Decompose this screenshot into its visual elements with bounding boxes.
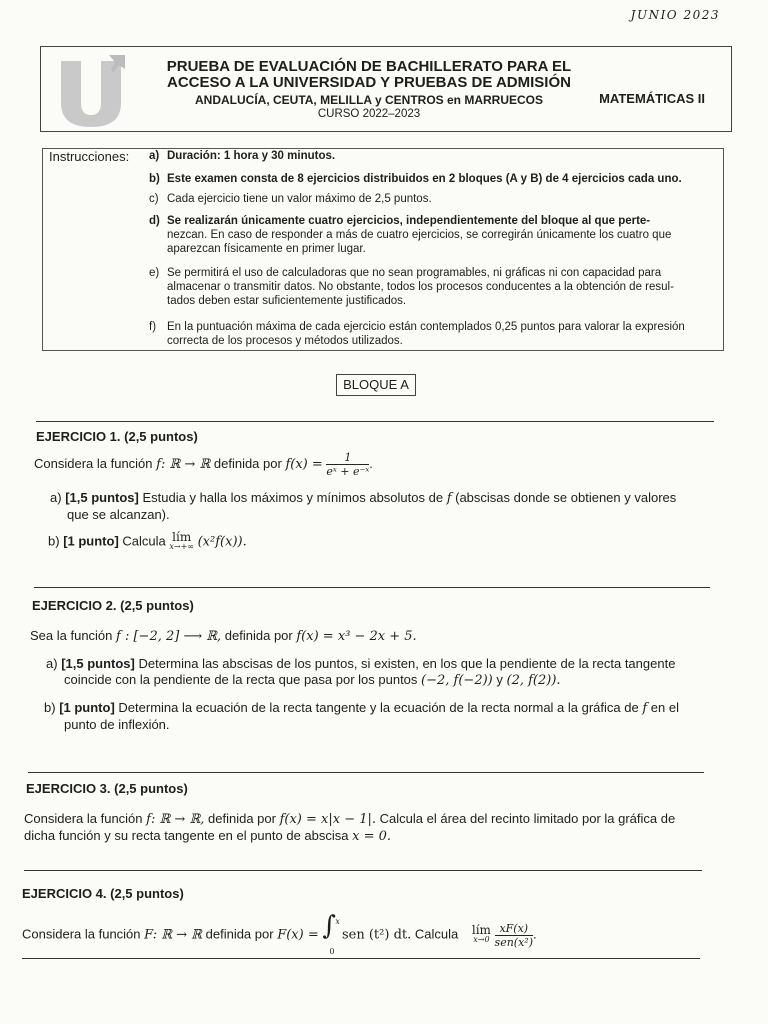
instruction-d: d) Se realizarán únicamente cuatro ejercicios, independientemente del bloque al que perte- nezcan. En caso de responder a más de cuatro ejercicios, se corregirán únicamente los cuatro que aparezcan físicamente en primer lugar.: [149, 215, 672, 255]
handwritten-date: JUNIO 2023: [630, 8, 720, 22]
exercise-4-title: EJERCICIO 4. (2,5 puntos): [22, 886, 184, 901]
header-curso: CURSO 2022–2023: [317, 108, 421, 120]
exercise-3-title: EJERCICIO 3. (2,5 puntos): [26, 781, 188, 796]
divider: [36, 421, 714, 422]
exercise-2-part-a: a) [1,5 puntos] Determina las abscisas de los puntos, si existen, en los que la pendiente de la recta tangente coincide con la pendiente de la recta que pasa por los puntos (−2, f(−2)) y (2, f(2)).: [46, 656, 676, 688]
exercise-1-part-a: a) [1,5 puntos] Estudia y halla los máximos y mínimos absolutos de f (abscisas donde se obtienen y valores que se alcanzan).: [50, 490, 677, 522]
block-a-label: BLOQUE A: [336, 374, 416, 396]
university-logo: [53, 53, 128, 128]
divider: [34, 587, 710, 588]
instruction-a: a) Duración: 1 hora y 30 minutos.: [149, 150, 336, 162]
exercise-2-title: EJERCICIO 2. (2,5 puntos): [32, 598, 194, 613]
integral-sign: ∫ x 0: [322, 911, 340, 956]
instructions-box: [42, 148, 724, 351]
exercise-3-statement: Considera la función f: ℝ → ℝ, definida por f(x) = x|x − 1|. Calcula el área del recinto limitado por la gráfica de dicha función y su recta tangente en el punto de abscisa x = 0.: [24, 811, 676, 844]
divider: [28, 772, 704, 773]
exercise-1-title: EJERCICIO 1. (2,5 puntos): [36, 429, 198, 444]
exercise-1-part-b: b) [1 punto] Calcula lím x→+∞ (x²f(x)).: [48, 530, 247, 551]
limit: lím x→+∞: [169, 530, 194, 551]
instructions-label: Instrucciones:: [49, 149, 130, 164]
instruction-e: e) Se permitirá el uso de calculadoras que no sean programables, ni gráficas ni con capacidad para almacenar o transmitir datos. No obstante, todos los procesos conducentes a la obtención de resul- tados deben estar suficientemente justificados.: [149, 267, 674, 307]
subject-title: MATEMÁTICAS II: [599, 91, 705, 106]
instruction-f: f) En la puntuación máxima de cada ejercicio están contemplados 0,25 puntos para valorar la expresión correcta de los procesos y métodos utilizados.: [149, 321, 685, 347]
exercise-2-part-b: b) [1 punto] Determina la ecuación de la recta tangente y la ecuación de la recta normal a la gráfica de f en el punto de inflexión.: [44, 700, 679, 732]
instruction-b: b) Este examen consta de 8 ejercicios distribuidos en 2 bloques (A y B) de 4 ejercicios cada uno.: [149, 173, 682, 185]
divider: [24, 870, 702, 871]
fraction: $\frac{1}{\text{eˣ + e⁻ˣ}}$: [326, 451, 370, 478]
header-subtitle: ANDALUCÍA, CEUTA, MELILLA y CENTROS en MARRUECOS: [195, 93, 543, 107]
exercise-4-statement: Considera la función F: ℝ → ℝ definida por F(x) = ∫ x 0 sen (t²) dt. Calcula lím x→0 $\frac{xF(x)}{\text{sen(x²)}}$ .: [22, 911, 537, 956]
exam-header: [40, 46, 732, 132]
fraction: $\frac{xF(x)}{\text{sen(x²)}}$: [494, 921, 533, 949]
limit: lím x→0: [471, 923, 491, 944]
header-title: PRUEBA DE EVALUACIÓN DE BACHILLERATO PARA EL ACCESO A LA UNIVERSIDAD Y PRUEBAS DE ADMISIÓN: [166, 58, 572, 91]
exercise-2-statement: Sea la función f : [−2, 2] ⟶ ℝ, definida por f(x) = x³ − 2x + 5.: [30, 628, 417, 644]
divider: [22, 958, 700, 959]
instruction-c: c) Cada ejercicio tiene un valor máximo de 2,5 puntos.: [149, 193, 432, 205]
exercise-1-statement: Considera la función f: ℝ → ℝ definida por f(x) = $\frac{1}{\text{eˣ + e⁻ˣ}}$ .: [34, 451, 373, 478]
